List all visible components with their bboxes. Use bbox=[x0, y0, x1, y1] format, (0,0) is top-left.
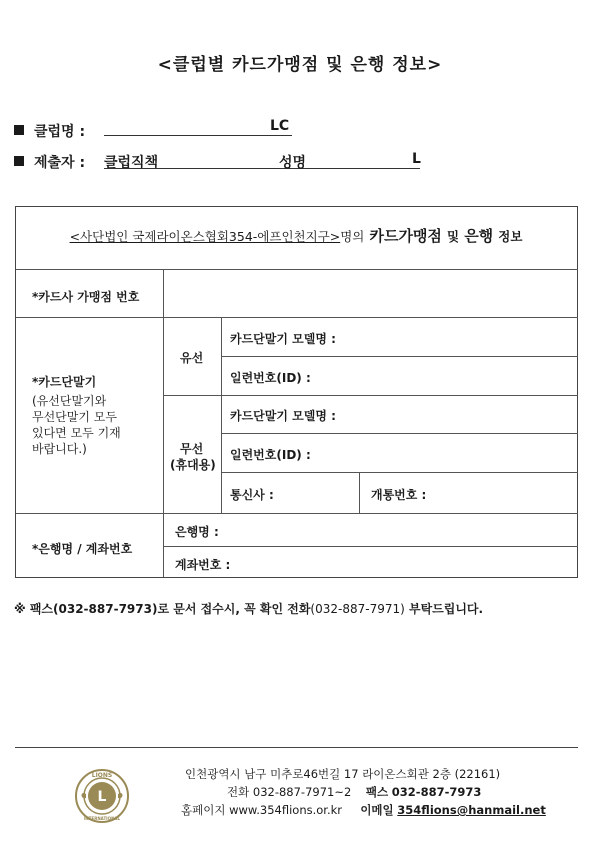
position-label: 클럽직책 bbox=[104, 155, 159, 171]
homepage-link[interactable]: www.354flions.or.kr bbox=[229, 803, 343, 817]
footer-address: 인천광역시 남구 미추로46번길 17 라이온스회관 2층 (22161) bbox=[185, 767, 501, 781]
rule bbox=[359, 472, 360, 513]
bullet-square-icon bbox=[14, 125, 24, 135]
merchant-number-field[interactable] bbox=[164, 270, 578, 317]
header-bank: 은행 bbox=[464, 227, 494, 245]
terminal-note-4: 바랍니다.) bbox=[32, 442, 87, 456]
info-form-box bbox=[15, 206, 578, 578]
box-header bbox=[16, 225, 576, 246]
phone-number-label: 개통번호 : bbox=[371, 488, 427, 502]
email-label: 이메일 bbox=[360, 803, 394, 817]
rule bbox=[221, 317, 222, 513]
rule bbox=[221, 433, 578, 434]
submitter-field[interactable] bbox=[104, 168, 420, 169]
fax-label: 팩스 bbox=[365, 785, 389, 799]
header-info: 정보 bbox=[498, 229, 523, 244]
logo-bottom-text: INTERNATIONAL bbox=[83, 816, 121, 821]
wireless-serial-label: 일련번호(ID) : bbox=[230, 448, 311, 462]
header-merchant: 카드가맹점 bbox=[369, 227, 442, 245]
logo-top-text: LIONS bbox=[91, 772, 113, 779]
club-suffix: LC bbox=[270, 118, 290, 134]
fax-note bbox=[14, 600, 483, 617]
lions-logo-icon bbox=[74, 768, 130, 824]
note-phone: (032-887-7971) bbox=[310, 602, 405, 616]
wired-model-label: 카드단말기 모델명 : bbox=[230, 332, 336, 346]
fax-value: 032-887-7973 bbox=[391, 785, 482, 799]
name-label: 성명 bbox=[279, 155, 307, 171]
merchant-number-label: *카드사 가맹점 번호 bbox=[32, 290, 140, 304]
page-title: <클럽별 카드가맹점 및 은행 정보> bbox=[157, 55, 443, 75]
submitter-row bbox=[14, 152, 85, 172]
bank-name-label: 은행명 : bbox=[175, 525, 219, 539]
header-and: 및 bbox=[447, 229, 460, 244]
wired-label: 유선 bbox=[180, 351, 204, 365]
note-prefix: ※ 팩스(032-887-7973)로 문서 접수시, 꼭 확인 전화 bbox=[14, 602, 311, 616]
logo-letter: L bbox=[97, 789, 107, 805]
rule bbox=[163, 546, 578, 547]
phone-label: 전화 bbox=[227, 785, 250, 799]
footer-contact-row bbox=[227, 784, 481, 800]
rule bbox=[16, 317, 578, 318]
footer-divider bbox=[15, 747, 578, 748]
club-name-row bbox=[14, 121, 85, 141]
bullet-square-icon bbox=[14, 156, 24, 166]
note-suffix: 부탁드립니다. bbox=[404, 602, 484, 616]
bank-account-label: *은행명 / 계좌번호 bbox=[32, 542, 133, 556]
wireless-label: 무선 bbox=[180, 442, 204, 456]
club-name-field[interactable] bbox=[104, 135, 292, 136]
wireless-sub-label: (휴대용) bbox=[170, 458, 216, 472]
account-number-label: 계좌번호 : bbox=[175, 558, 231, 572]
association-name: <사단법인 국제라이온스협회354-에프인천지구> bbox=[69, 229, 341, 244]
carrier-label: 통신사 : bbox=[230, 488, 274, 502]
rule bbox=[16, 513, 578, 514]
terminal-note-3: 있다면 모두 기재 bbox=[32, 426, 121, 440]
wired-serial-label: 일련번호(ID) : bbox=[230, 371, 311, 385]
rule bbox=[221, 472, 578, 473]
terminal-note-1: (유선단말기와 bbox=[32, 394, 107, 408]
rule bbox=[221, 356, 578, 357]
card-terminal-label: *카드단말기 bbox=[32, 375, 97, 389]
submitter-label: 제출자 : bbox=[34, 155, 86, 171]
homepage-label: 홈페이지 bbox=[181, 803, 226, 817]
email-link[interactable]: 354flions@hanmail.net bbox=[397, 803, 546, 817]
phone-value: 032-887-7971~2 bbox=[252, 785, 352, 799]
terminal-note-2: 무선단말기 모두 bbox=[32, 410, 117, 424]
wireless-model-label: 카드단말기 모델명 : bbox=[230, 409, 336, 423]
rule bbox=[163, 395, 578, 396]
footer-web-row bbox=[181, 802, 546, 818]
club-name-label: 클럽명 : bbox=[34, 124, 86, 140]
header-mid: 명의 bbox=[340, 229, 365, 244]
name-suffix: L bbox=[412, 151, 421, 167]
